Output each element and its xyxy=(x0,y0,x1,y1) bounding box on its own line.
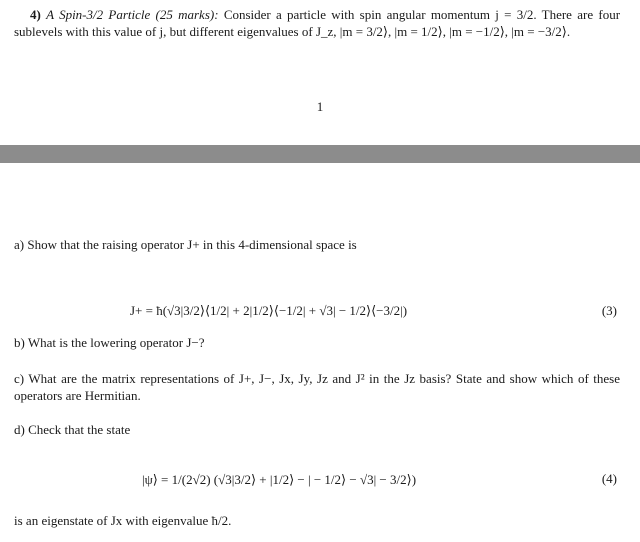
intro-line-1: Consider a particle with spin angular momentum j = 3/2. There xyxy=(223,7,572,22)
intro-line-3: −1/2⟩, |m = −3/2⟩. xyxy=(475,24,571,39)
state-equation: |ψ⟩ = 1/(2√2) (√3|3/2⟩ + |1/2⟩ − | − 1/2⟩ − √3| − 3/2⟩) xyxy=(142,472,417,487)
problem-title: A Spin-3/2 Particle (25 marks): xyxy=(46,7,219,22)
raising-operator-equation: J+ = ħ(√3|3/2⟩⟨1/2| + 2|1/2⟩⟨−1/2| + √3| − 1/2⟩⟨−3/2|) xyxy=(130,303,408,318)
part-a-text: a) Show that the raising operator J+ in this 4-dimensional space is xyxy=(14,237,357,252)
part-c-line-2: which of these operators are Hermitian. xyxy=(14,371,621,403)
part-c-text xyxy=(14,370,620,404)
part-d-tail: is an eigenstate of Jx with eigenvalue ħ/2. xyxy=(14,513,232,528)
page-number: 1 xyxy=(316,99,324,114)
equation-number-3: (3) xyxy=(601,303,617,318)
intro-line-2: are four sublevels with this value of j, but different eigenvalues of J_z, |m = 3/2⟩, |m = 1/2⟩, |m = xyxy=(14,7,621,39)
equation-4 xyxy=(14,460,620,500)
problem-heading: 4) xyxy=(30,7,41,22)
page-separator xyxy=(0,145,640,163)
part-b-text: b) What is the lowering operator J−? xyxy=(14,335,205,350)
part-c-line-1: c) What are the matrix representations of J+, J−, Jx, Jy, Jz and J² in the Jz basis? State and show xyxy=(14,371,538,386)
problem-intro xyxy=(14,6,620,40)
part-d-text: d) Check that the state xyxy=(14,422,131,437)
equation-number-4: (4) xyxy=(601,471,617,486)
